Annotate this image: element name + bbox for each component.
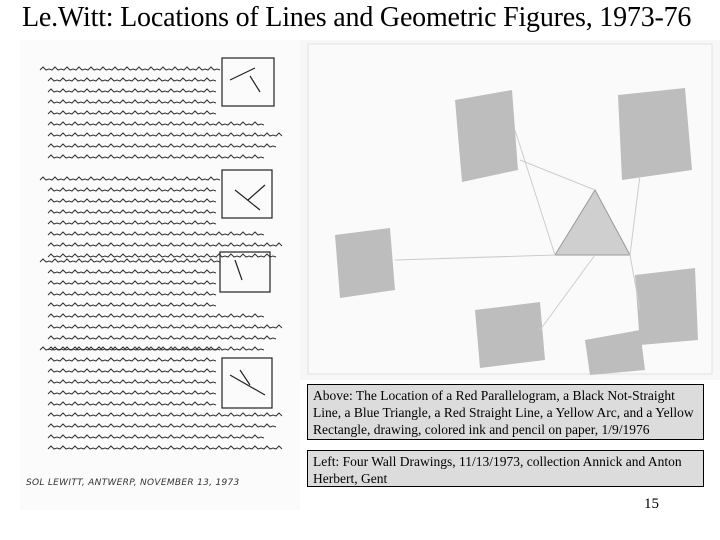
slide-title: Le.Witt: Locations of Lines and Geometric Figures, 1973-76 bbox=[22, 2, 692, 33]
page-number: 15 bbox=[644, 496, 659, 512]
artwork-signature: SOL LEWITT, ANTWERP, NOVEMBER 13, 1973 bbox=[26, 478, 240, 488]
caption-left: Left: Four Wall Drawings, 11/13/1973, collection Annick and Anton Herbert, Gent bbox=[307, 450, 704, 487]
four-wall-drawings-image bbox=[20, 40, 300, 510]
red-parallelogram-drawing-image bbox=[300, 40, 720, 380]
caption-above: Above: The Location of a Red Parallelogram, a Black Not-Straight Line, a Blue Triangle, a Red Straight Line, a Yellow Arc, and a Yellow Rectangle, drawing, colored ink and pencil on paper, 1/9/1976 bbox=[307, 384, 704, 440]
